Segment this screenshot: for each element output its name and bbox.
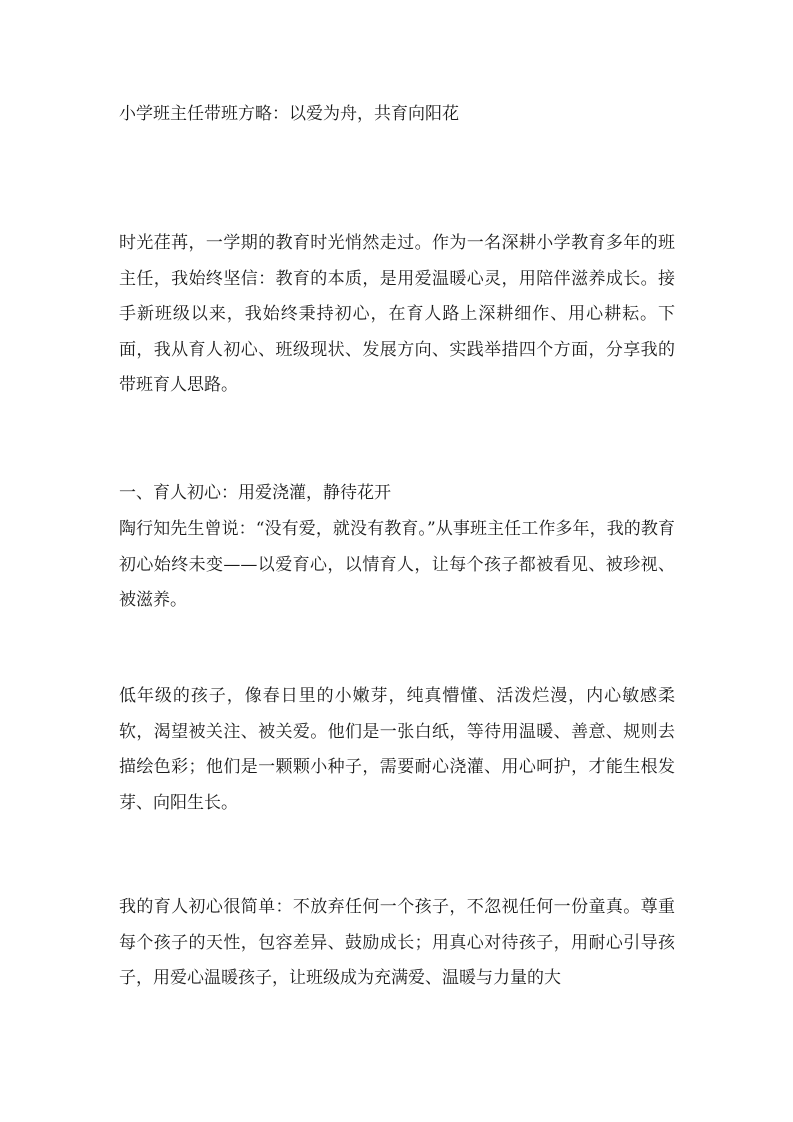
body-paragraph: 我的育人初心很简单：不放弃任何一个孩子，不忽视任何一份童真。尊重每个孩子的天性，包容差异、鼓励成长；用真心对待孩子，用耐心引导孩子，用爱心温暖孩子，让班级成为充满爱、温暖与力量的大 [119,897,675,989]
intro-paragraph: 时光荏苒，一学期的教育时光悄然走过。作为一名深耕小学教育多年的班主任，我始终坚信：教育的本质，是用爱温暖心灵，用陪伴滋养成长。接手新班级以来，我始终秉持初心，在育人路上深耕细作、用心耕耘。下面，我从育人初心、班级现状、发展方向、实践举措四个方面，分享我的带班育人思路。 [119,233,675,396]
body-paragraph: 低年级的孩子，像春日里的小嫩芽，纯真懵懂、活泼烂漫，内心敏感柔软，渴望被关注、被关爱。他们是一张白纸，等待用温暖、善意、规则去描绘色彩；他们是一颗颗小种子，需要耐心浇灌、用心呵护，才能生根发芽、向阳生长。 [119,686,675,813]
body-paragraph: 陶行知先生曾说：“没有爱，就没有教育。”从事班主任工作多年，我的教育初心始终未变——以爱育心，以情育人，让每个孩子都被看见、被珍视、被滋养。 [119,519,675,611]
document-title: 小学班主任带班方略：以爱为舟，共育向阳花 [119,104,459,124]
section-heading: 一、育人初心：用爱浇灌，静待花开 [119,483,391,503]
